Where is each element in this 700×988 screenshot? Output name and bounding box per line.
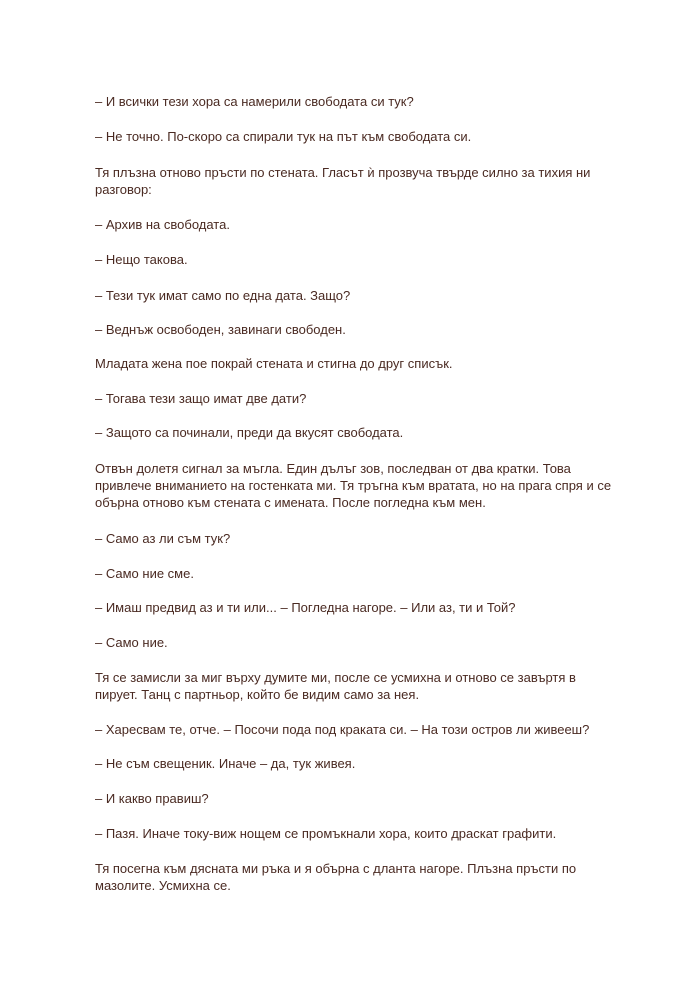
paragraph-18: – Не съм свещеник. Иначе – да, тук живея. bbox=[95, 756, 356, 771]
paragraph-4: – Архив на свободата. bbox=[95, 217, 230, 232]
paragraph-17: – Харесвам те, отче. – Посочи пода под краката си. – На този остров ли живееш? bbox=[95, 722, 590, 737]
paragraph-13: – Само ние сме. bbox=[95, 566, 194, 581]
paragraph-19: – И какво правиш? bbox=[95, 791, 209, 806]
paragraph-6: – Тези тук имат само по една дата. Защо? bbox=[95, 288, 351, 303]
paragraph-21: Тя посегна към дясната ми ръка и я обърна с дланта нагоре. Плъзна пръсти по мазолите. Усмихна се. bbox=[95, 861, 577, 893]
paragraph-7: – Веднъж освободен, завинаги свободен. bbox=[95, 322, 346, 337]
paragraph-15: – Само ние. bbox=[95, 635, 168, 650]
paragraph-8: Младата жена пое покрай стената и стигна до друг списък. bbox=[95, 356, 453, 371]
paragraph-2: – Не точно. По-скоро са спирали тук на път към свободата си. bbox=[95, 129, 472, 144]
paragraph-5: – Нещо такова. bbox=[95, 252, 188, 267]
paragraph-1: – И всички тези хора са намерили свободата си тук? bbox=[95, 94, 414, 109]
paragraph-12: – Само аз ли съм тук? bbox=[95, 531, 231, 546]
paragraph-14: – Имаш предвид аз и ти или... – Погледна нагоре. – Или аз, ти и Той? bbox=[95, 600, 516, 615]
paragraph-16: Тя се замисли за миг върху думите ми, после се усмихна и отново се завъртя в пирует. Танц с партньор, който бе видим само за нея. bbox=[95, 670, 576, 702]
paragraph-3: Тя плъзна отново пръсти по стената. Гласът ѝ прозвуча твърде силно за тихия ни разговор: bbox=[95, 165, 591, 197]
paragraph-10: – Защото са починали, преди да вкусят свободата. bbox=[95, 425, 404, 440]
paragraph-9: – Тогава тези защо имат две дати? bbox=[95, 391, 307, 406]
paragraph-11: Отвън долетя сигнал за мъгла. Един дълъг зов, последван от два кратки. Това привлече вниманието на гостенката ми. Тя тръгна към вратата, но на прага спря и се обърна отново към стената с имената. После погледна към мен. bbox=[95, 461, 612, 510]
paragraph-20: – Пазя. Иначе току-виж нощем се промъкнали хора, които драскат графити. bbox=[95, 826, 557, 841]
